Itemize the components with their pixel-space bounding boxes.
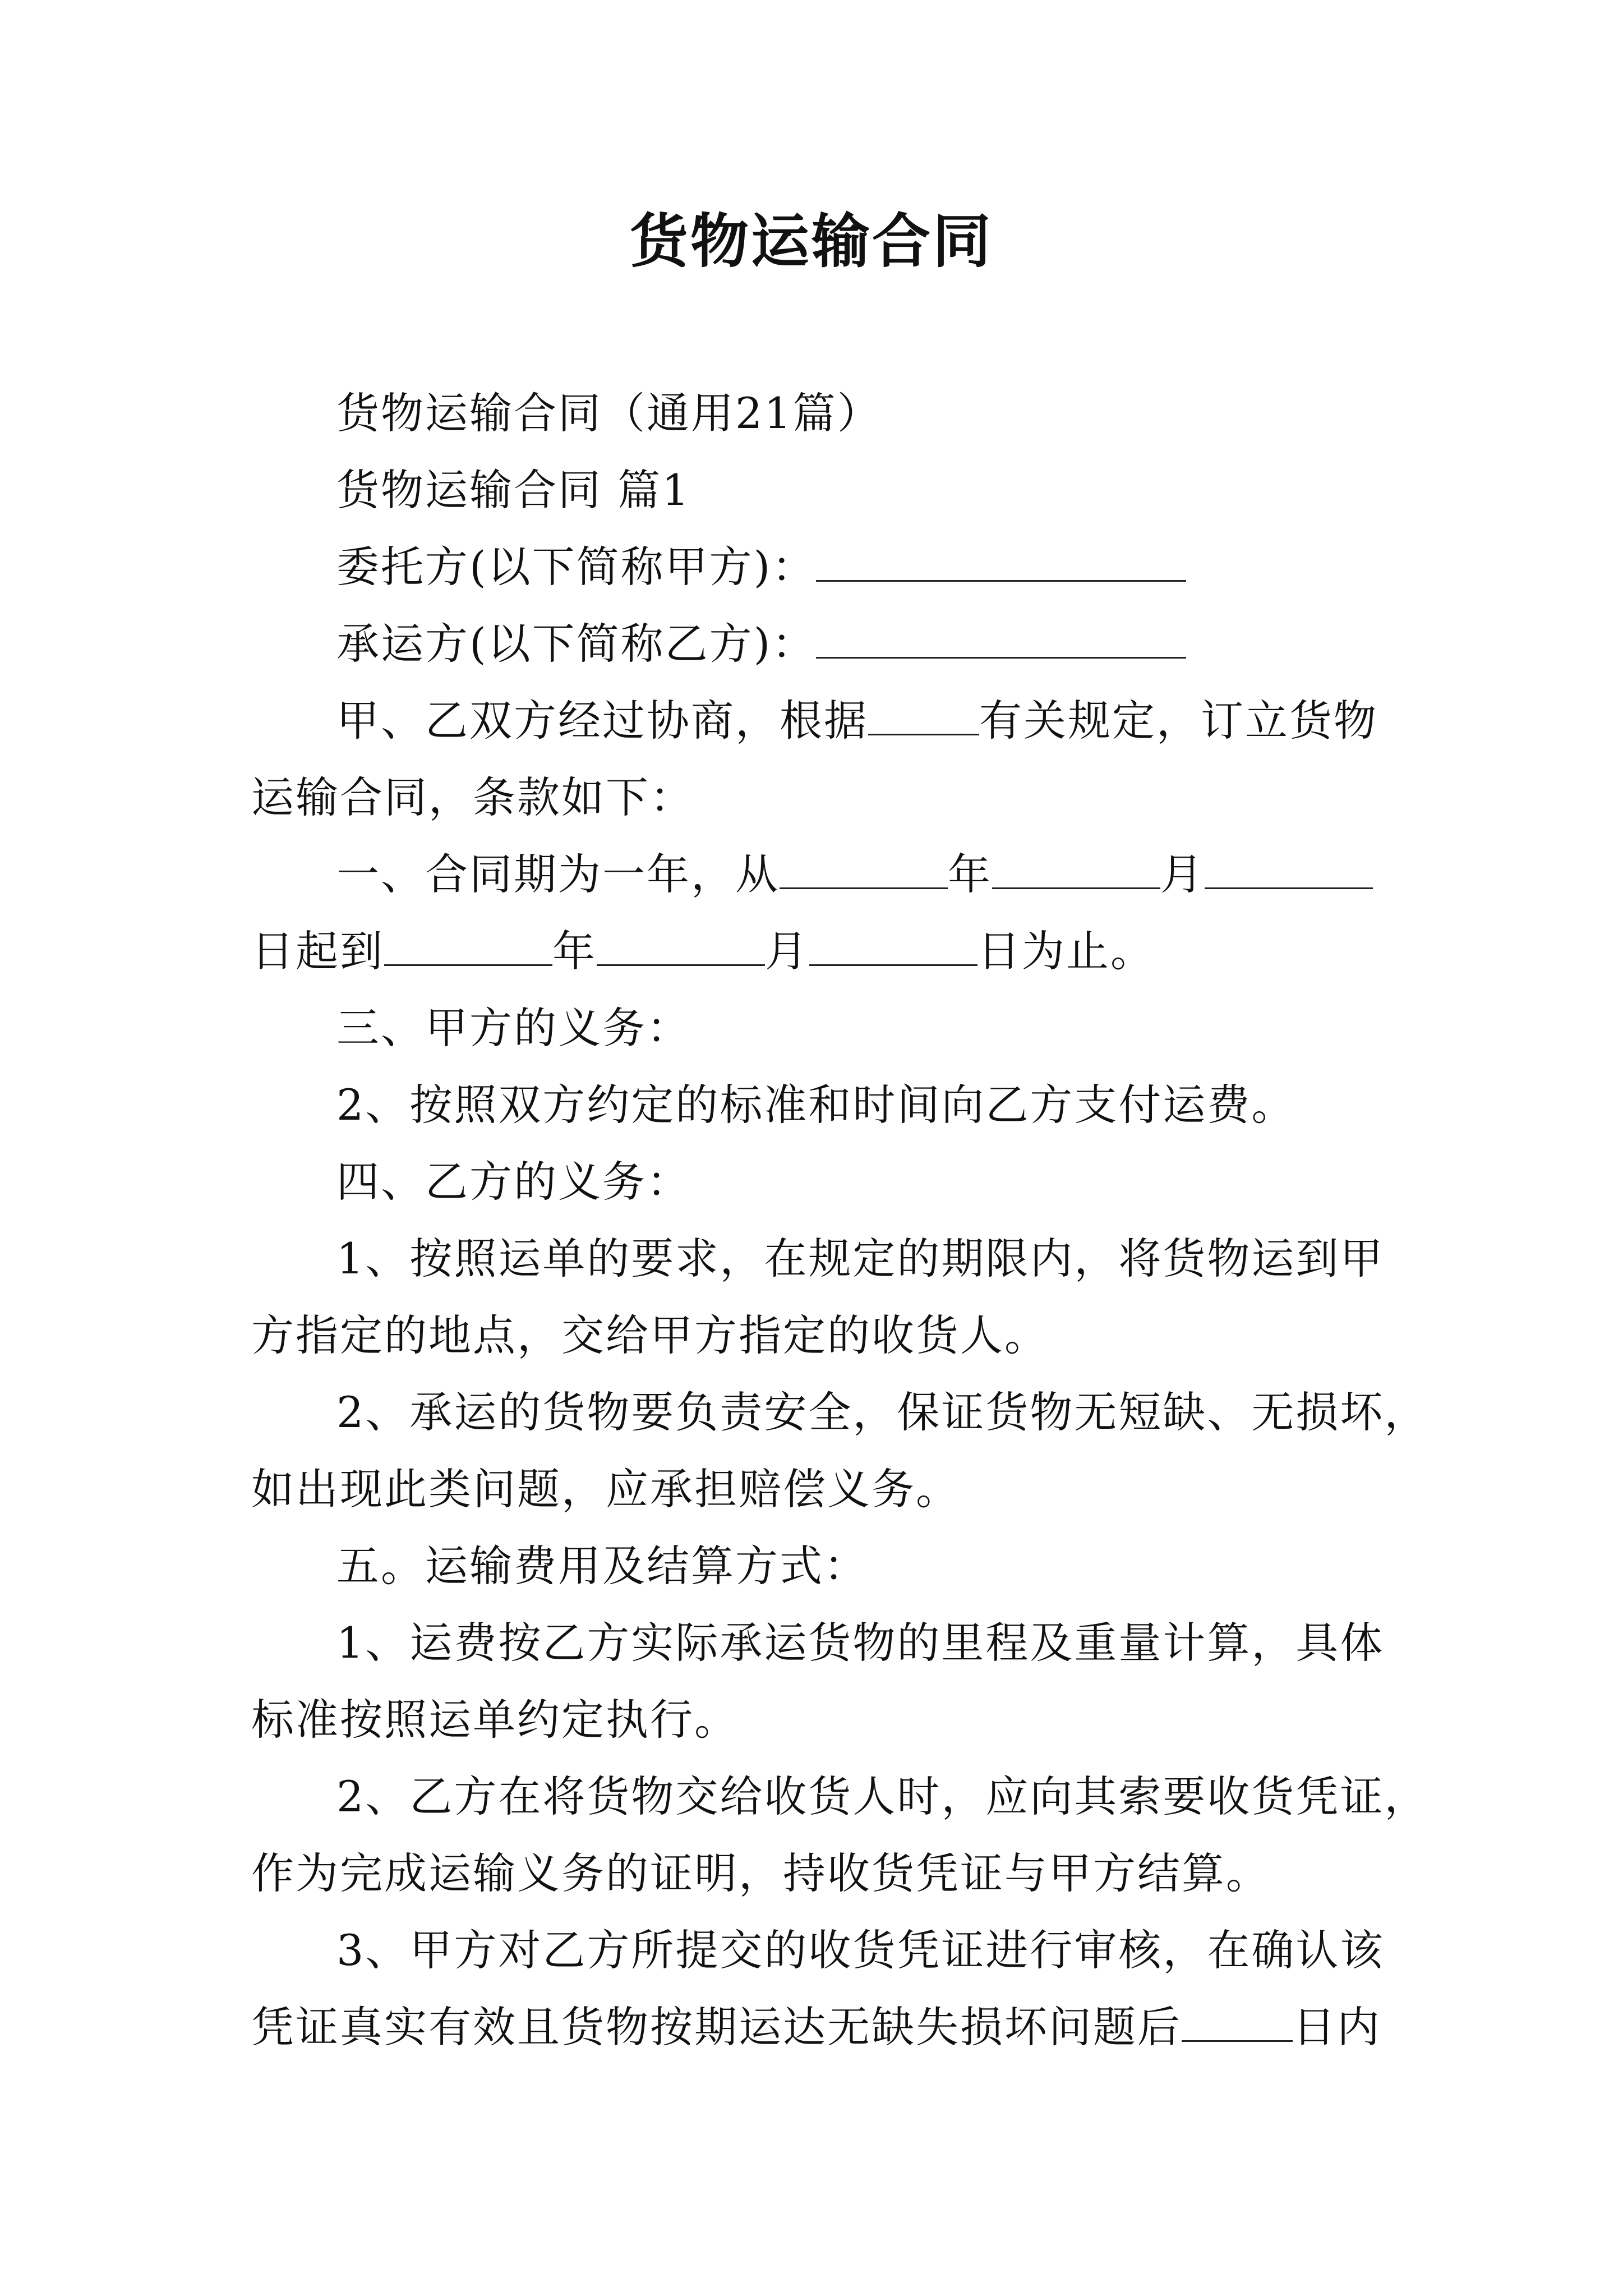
paragraph-text: 2、按照双方约定的标准和时间向乙方支付运费。	[336, 1080, 1296, 1130]
end-year-blank	[384, 926, 552, 966]
paragraph-text: 年	[948, 849, 992, 899]
paragraph-line	[251, 1451, 1384, 1527]
paragraph-line	[251, 1220, 1384, 1297]
paragraph-text: 日为止。	[978, 926, 1155, 976]
paragraph-line	[251, 1374, 1429, 1451]
paragraph-text: 1、运费按乙方实际承运货物的里程及重量计算，具体	[336, 1618, 1385, 1668]
paragraph-line	[251, 759, 1384, 836]
paragraph-line	[251, 836, 1384, 913]
paragraph-text: 一、合同期为一年，从	[336, 849, 780, 899]
paragraph-line	[251, 682, 1384, 759]
paragraph-text: 日内	[1293, 2002, 1381, 2052]
paragraph-text: 2、乙方在将货物交给收货人时，应向其索要收货凭证，	[336, 1772, 1429, 1821]
paragraph-text: 3、甲方对乙方所提交的收货凭证进行审核，在确认该	[336, 1925, 1385, 1975]
section-heading: 货物运输合同 篇1	[336, 465, 691, 515]
end-month-blank	[597, 926, 765, 966]
start-day-blank	[1205, 849, 1373, 889]
paragraph-text: 月	[1160, 849, 1205, 899]
paragraph-line	[251, 1912, 1384, 1989]
end-day-blank	[809, 926, 978, 966]
section-heading: 五。运输费用及结算方式：	[336, 1541, 868, 1591]
paragraph-line	[251, 1835, 1384, 1912]
party-a-label: 委托方(以下简称甲方)：	[336, 542, 817, 592]
paragraph-text: 甲、乙双方经过协商，根据	[336, 696, 868, 746]
heading-text: 货物运输合同（通用21篇）	[336, 388, 882, 438]
paragraph-text: 1、按照运单的要求，在规定的期限内，将货物运到甲	[336, 1234, 1385, 1283]
paragraph-text: 标准按照运单约定执行。	[251, 1695, 739, 1745]
section-heading: 三、甲方的义务：	[336, 1003, 691, 1053]
paragraph-line	[251, 1758, 1429, 1835]
start-month-blank	[992, 849, 1160, 889]
paragraph-text: 有关规定，订立货物	[979, 696, 1378, 746]
section-heading: 四、乙方的义务：	[336, 1157, 691, 1207]
paragraph-line	[251, 990, 1384, 1066]
paragraph-line	[251, 1066, 1384, 1143]
party-b-blank	[816, 619, 1186, 659]
paragraph-line	[251, 1297, 1384, 1374]
paragraph-text: 如出现此类问题，应承担赔偿义务。	[251, 1464, 960, 1514]
paragraph-line	[251, 1527, 1384, 1604]
party-a-blank	[816, 542, 1186, 582]
paragraph-line	[251, 375, 1384, 452]
paragraph-line	[251, 1681, 1384, 1758]
regulation-blank	[868, 696, 979, 735]
paragraph-text: 月	[765, 926, 809, 976]
paragraph-line	[251, 605, 1384, 682]
document-title: 货物运输合同	[629, 206, 993, 275]
paragraph-line	[251, 1604, 1384, 1681]
paragraph-line	[251, 528, 1384, 605]
paragraph-text: 凭证真实有效且货物按期运达无缺失损坏问题后	[251, 2002, 1182, 2052]
paragraph-text: 作为完成运输义务的证明，持收货凭证与甲方结算。	[251, 1848, 1270, 1898]
paragraph-line	[251, 1143, 1384, 1220]
party-b-label: 承运方(以下简称乙方)：	[336, 619, 817, 669]
paragraph-line	[251, 452, 1384, 528]
start-year-blank	[780, 849, 948, 889]
paragraph-text: 方指定的地点，交给甲方指定的收货人。	[251, 1310, 1049, 1360]
paragraph-text: 2、承运的货物要负责安全，保证货物无短缺、无损坏，	[336, 1387, 1429, 1437]
paragraph-line	[251, 1989, 1384, 2065]
paragraph-line	[251, 913, 1384, 990]
paragraph-text: 年	[552, 926, 597, 976]
paragraph-text: 日起到	[251, 926, 384, 976]
paragraph-text: 运输合同，条款如下：	[251, 772, 694, 822]
payment-days-blank	[1182, 2002, 1293, 2042]
document-body	[251, 375, 1429, 2065]
